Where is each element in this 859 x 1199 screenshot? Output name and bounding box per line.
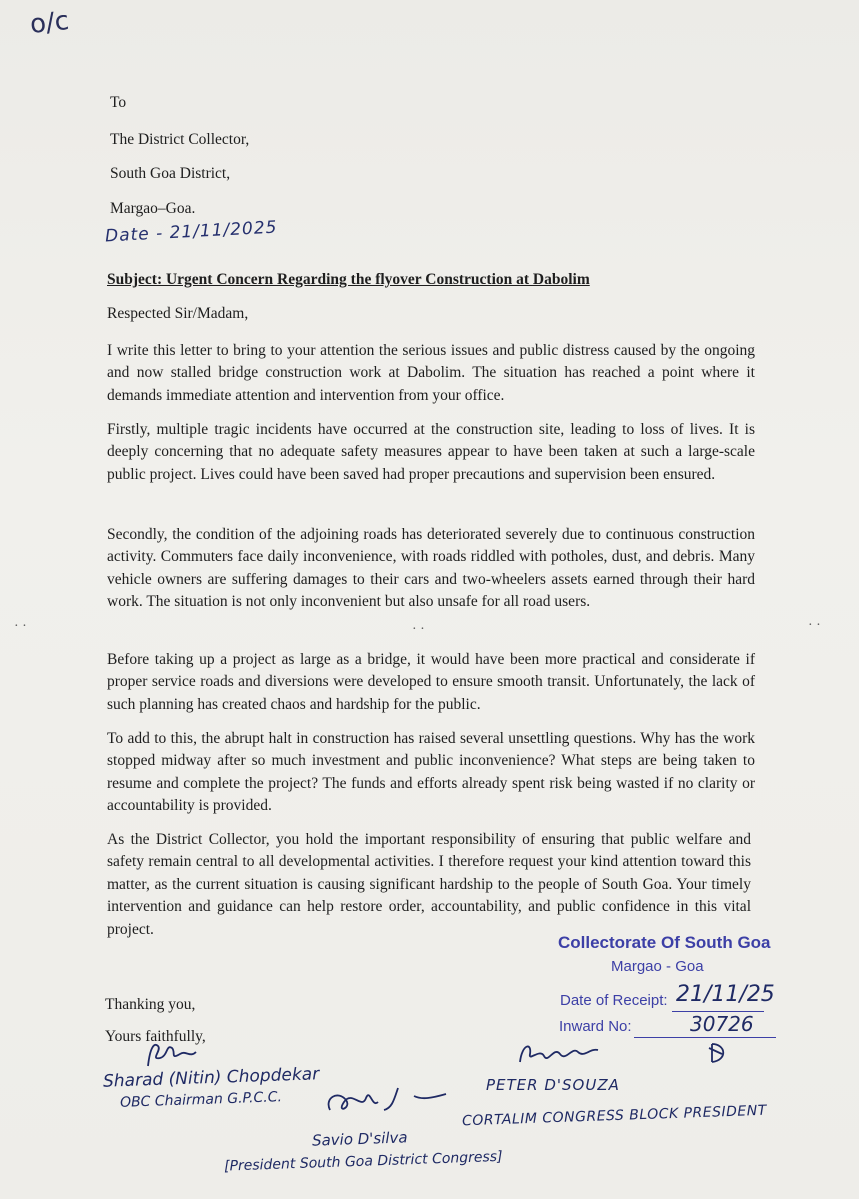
stamp-place: Margao - Goa — [611, 958, 704, 975]
scan-dots-right: · · — [808, 618, 821, 633]
inward-number-handwritten: 30726 — [690, 1012, 754, 1036]
stamp-receipt-label: Date of Receipt: — [560, 992, 668, 1009]
address-line-1: The District Collector, — [110, 131, 250, 148]
signature-scribble-3 — [516, 1036, 602, 1070]
signatory-1-name: Sharad (Nitin) Chopdekar — [102, 1064, 320, 1092]
signature-scribble-1 — [140, 1036, 200, 1072]
scan-dots-center: · · — [412, 622, 425, 637]
signatory-1-title: OBC Chairman G.P.C.C. — [119, 1089, 283, 1111]
signature-scribble-2 — [322, 1080, 452, 1120]
address-to: To — [110, 94, 127, 111]
paragraph-5: To add to this, the abrupt halt in construction has raised several unsettling questions. Why has the work stopped midway after so much investment and public inconvenience? What steps are being taken to resume and complete the project? The funds and efforts already spent risk being wasted if no clarity or accountability is provided. — [107, 730, 755, 815]
handwritten-date: Date - 21/11/2025 — [104, 217, 278, 247]
stamp-inward-label: Inward No: — [559, 1018, 632, 1035]
corner-mark: o/c — [28, 6, 71, 40]
paragraph-3: Secondly, the condition of the adjoining roads has deteriorated severely due to continuous construction activity. Commuters face daily inconvenience, with roads riddled with potholes, dust, and debris. Many vehicle owners are suffering damages to their cars and two-wheelers assets earned through their hard work. The situation is not only inconvenient but also unsafe for all road users. — [107, 526, 755, 611]
subject-line: Subject: Urgent Concern Regarding the flyover Construction at Dabolim — [107, 271, 590, 288]
signatory-3-title: CORTALIM CONGRESS BLOCK PRESIDENT — [461, 1102, 768, 1130]
signatory-2-title: [President South Goa District Congress] — [223, 1148, 503, 1175]
paragraph-2: Firstly, multiple tragic incidents have occurred at the construction site, leading to loss of lives. It is deeply concerning that no adequate safety measures appear to have been taken at such a large-scale public project. Lives could have been saved had proper precautions and supervision been ensured. — [107, 421, 755, 483]
closing-yours: Yours faithfully, — [105, 1028, 206, 1045]
salutation: Respected Sir/Madam, — [107, 305, 249, 322]
signatory-2-name: Savio D'silva — [311, 1128, 408, 1150]
stamp-title: Collectorate Of South Goa — [558, 933, 771, 952]
paragraph-4: Before taking up a project as large as a bridge, it would have been more practical and considerate if proper service roads and diversions were developed to ensure smooth transit. Unfortunately, the lack of such planning has created chaos and hardship for the public. — [107, 651, 755, 713]
receipt-date-handwritten: 21/11/25 — [676, 982, 775, 1007]
receipt-initials-icon — [706, 1040, 732, 1066]
address-line-2: South Goa District, — [110, 165, 231, 182]
paragraph-6: As the District Collector, you hold the important responsibility of ensuring that public welfare and safety remain central to all developmental activities. I therefore request your kind attention toward this matter, as the current situation is causing significant hardship to the people of South Goa. Your timely intervention and guidance can help restore order, accountability, and public confidence in this vital project. — [107, 831, 751, 938]
scan-dots-left: · · — [14, 619, 27, 634]
paragraph-1: I write this letter to bring to your attention the serious issues and public distress caused by the ongoing and now stalled bridge construction work at Dabolim. The situation has reached a point where it demands immediate attention and intervention from your office. — [107, 342, 755, 404]
signatory-3-name: PETER D'SOUZA — [486, 1076, 620, 1094]
closing-thanks: Thanking you, — [105, 996, 196, 1013]
inward-fill-line — [634, 1037, 776, 1038]
address-line-3: Margao–Goa. — [110, 200, 196, 217]
